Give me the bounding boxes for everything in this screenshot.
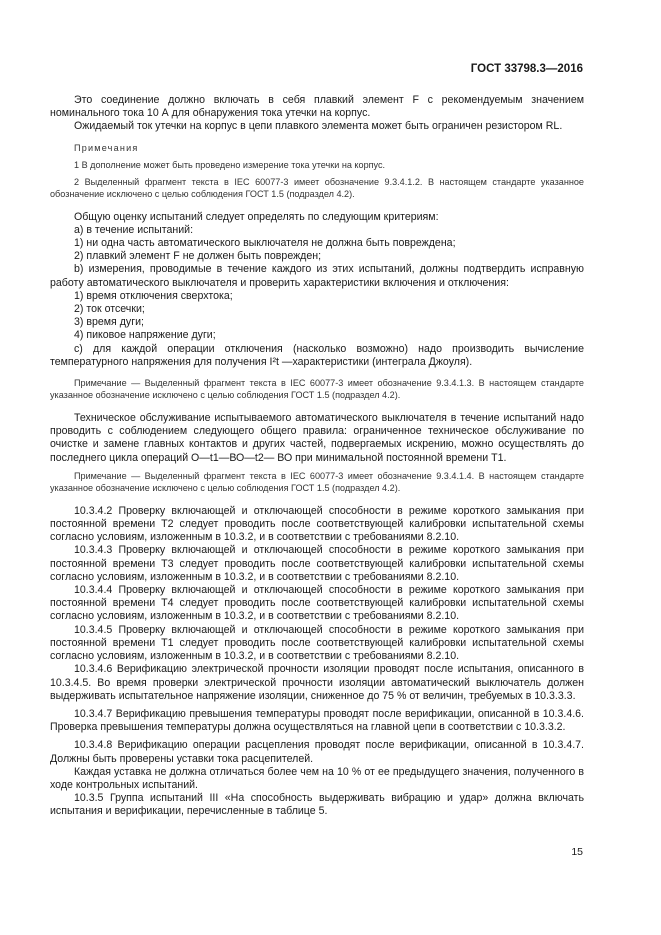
note-paragraph: Примечания <box>74 142 139 153</box>
body-paragraph: Каждая уставка не должна отличаться более чем на 10 % от ее предыдущего значения, полученного в ходе контрольных испытаний. <box>50 765 584 791</box>
note-paragraph: 1 В дополнение может быть проведено измерение тока утечки на корпус. <box>74 159 386 170</box>
note-paragraph: 2 Выделенный фрагмент текста в IEC 60077-3 имеет обозначение 9.3.4.1.2. В настоящем стандарте указанное обозначение исключено с целью соблюдения ГОСТ 1.5 (подраздел 4.2). <box>50 176 584 199</box>
body-paragraph: 1) ни одна часть автоматического выключателя не должна быть повреждена; <box>74 237 456 250</box>
page-number: 15 <box>571 846 583 858</box>
body-paragraph: Это соединение должно включать в себя плавкий элемент F с рекомендуемым значением номинального тока 10 А для обнаружения тока утечки на корпус. <box>50 94 584 120</box>
body-paragraph: 10.3.4.4 Проверку включающей и отключающей способности в режиме короткого замыкания при постоянной времени T4 следует проводить после соответствующей калибровки испытательной схемы согласно условиям, изложенным в 10.3.2, и в соответствии с требованиями 8.2.10. <box>50 584 584 623</box>
body-paragraph: 2) плавкий элемент F не должен быть поврежден; <box>74 250 322 263</box>
body-paragraph: 10.3.4.2 Проверку включающей и отключающей способности в режиме короткого замыкания при постоянной времени T2 следует проводить после соответствующей калибровки испытательной схемы согласно условиям, изложенным в 10.3.2, и в соответствии с требованиями 8.2.10. <box>50 504 584 544</box>
body-paragraph: 10.3.4.8 Верификацию операции расцепления проводят после верификации, описанной в 10.3.4.7. Должны быть проверены уставки тока расцепителей. <box>50 739 584 765</box>
body-paragraph: 10.3.4.7 Верификацию превышения температуры проводят после верификации, описанной в 10.3.4.6. Проверка превышения температуры должна осуществляться на главной цепи в соответствии с 10.3.3.2. <box>50 707 584 734</box>
body-paragraph: 10.3.4.5 Проверку включающей и отключающей способности в режиме короткого замыкания при постоянной времени T1 следует проводить после соответствующей калибровки испытательной схемы согласно условиям, изложенным в 10.3.2, и в соответствии с требованиями 8.2.10. <box>50 623 584 663</box>
document-header: ГОСТ 33798.3—2016 <box>470 63 583 75</box>
body-paragraph: a) в течение испытаний: <box>74 223 194 236</box>
note-paragraph: Примечание — Выделенный фрагмент текста в IEC 60077-3 имеет обозначение 9.3.4.1.3. В настоящем стандарте указанное обозначение исключено с целью соблюдения ГОСТ 1.5 (подраздел 4.2). <box>50 378 584 401</box>
body-paragraph: Ожидаемый ток утечки на корпус в цепи плавкого элемента может быть ограничен резистором RL. <box>74 120 563 133</box>
body-paragraph: 10.3.4.3 Проверку включающей и отключающей способности в режиме короткого замыкания при постоянной времени T3 следует проводить после соответствующей калибровки испытательной схемы согласно условиям, изложенным в 10.3.2, и в соответствии с требованиями 8.2.10. <box>50 544 584 583</box>
body-paragraph: 1) время отключения сверхтока; <box>74 289 233 302</box>
body-paragraph: 3) время дуги; <box>74 316 144 329</box>
body-paragraph: 10.3.4.6 Верификацию электрической прочности изоляции проводят после испытания, описанного в 10.3.4.5. Во время проверки электрической прочности изоляции автоматический выключатель должен выдерживать испытательное напряжение изоляции, сниженное до 75 % от величин, требуемых в 10.3.3.3. <box>50 663 584 702</box>
body-paragraph: c) для каждой операции отключения (насколько возможно) надо производить вычисление температурного напряжения для получения I²t —характеристики (интеграла Джоуля). <box>50 342 584 368</box>
body-paragraph: 2) ток отсечки; <box>74 303 145 316</box>
body-paragraph: Техническое обслуживание испытываемого автоматического выключателя в течение испытаний надо проводить с соблюдением следующего общего правила: ограниченное техническое обслуживание по очистке и замене главных контактов и других частей, подвергаемых искрению, можно осуществлять до последнего цикла операций О—t1—ВО—t2— ВО при минимальной постоянной времени T1. <box>50 412 584 464</box>
body-paragraph: b) измерения, проводимые в течение каждого из этих испытаний, должны подтвердить исправную работу автоматического выключателя и проверить характеристики включения и отключения: <box>50 263 584 289</box>
document-body <box>50 94 584 819</box>
note-paragraph: Примечание — Выделенный фрагмент текста в IEC 60077-3 имеет обозначение 9.3.4.1.4. В настоящем стандарте указанное обозначение исключено с целью соблюдения ГОСТ 1.5 (подраздел 4.2). <box>50 470 584 493</box>
body-paragraph: 10.3.5 Группа испытаний III «На способность выдерживать вибрацию и удар» должна включать испытания и верификации, перечисленные в таблице 5. <box>50 792 584 818</box>
body-paragraph: Общую оценку испытаний следует определять по следующим критериям: <box>74 210 439 223</box>
body-paragraph: 4) пиковое напряжение дуги; <box>74 329 216 342</box>
